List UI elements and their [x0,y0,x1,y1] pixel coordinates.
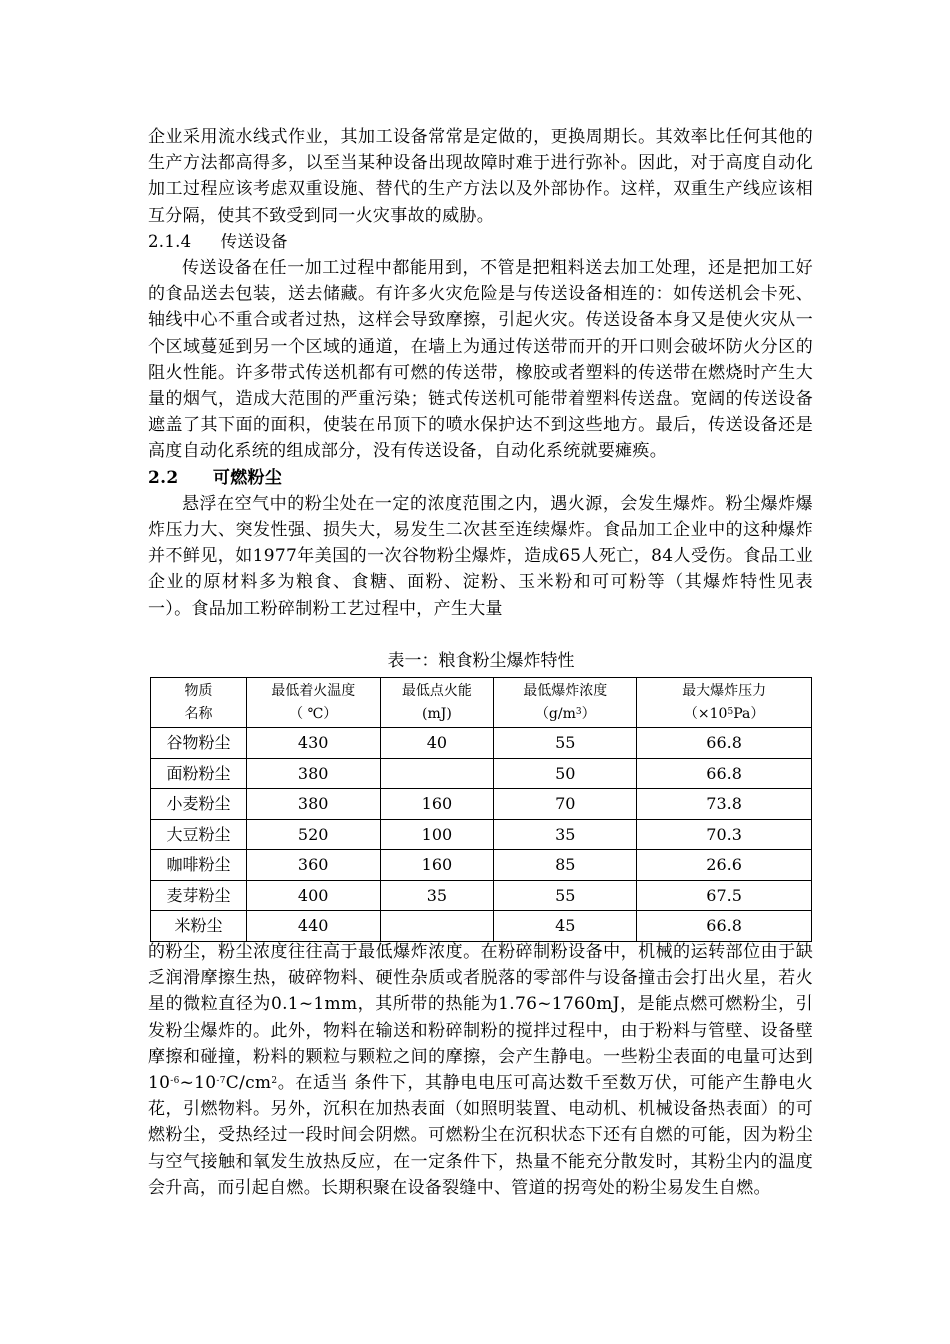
table-row [151,911,812,942]
table-header-row [151,678,812,728]
table-cell: 70.3 [637,819,812,850]
table-cell: 米粉尘 [151,911,247,942]
paragraph-production-line: 企业采用流水线式作业，其加工设备常常是定做的，更换周期长。其效率比任何其他的生产方法都高得多，以至当某种设备出现故障时难于进行弥补。因此，对于高度自动化加工过程应该考虑双重设施、替代的生产方法以及外部协作。这样，双重生产线应该相互分隔，使其不致受到同一火灾事故的威胁。 [148,127,813,226]
table-cell: 50 [494,758,637,789]
table-cell [380,911,494,942]
table-cell: 360 [246,850,380,881]
text-block-top [148,124,813,622]
header-text: ） [581,705,596,722]
table-cell: 40 [380,728,494,759]
header-line: 最低着火温度 [271,682,356,699]
table-cell: 380 [246,758,380,789]
header-text: （g/m [534,705,576,722]
table-cell: 咖啡粉尘 [151,850,247,881]
superscript: -6 [170,1076,180,1087]
text-run: ~10 [179,1073,217,1094]
header-text: （×10 [683,705,728,722]
table-row [151,880,812,911]
table-cell: 26.6 [637,850,812,881]
table-cell: 70 [494,789,637,820]
section-heading-2-2 [148,465,813,491]
section-number: 2.1.4 [148,231,192,251]
table-cell: 谷物粉尘 [151,728,247,759]
table-cell: 100 [380,819,494,850]
table-cell: 520 [246,819,380,850]
table-cell: 麦芽粉尘 [151,880,247,911]
paragraph-dust-continued [148,939,813,1201]
superscript: -7 [216,1076,226,1087]
text-block-bottom [148,939,813,1201]
section-title: 传送设备 [220,231,288,251]
table-cell: 大豆粉尘 [151,819,247,850]
text-run: 。在适当 条件下，其静电电压可高达数千至数万伏，可能产生静电火花，引燃物料。另外，沉积在加热表面（如照明装置、电动机、机械设备热表面）的可燃粉尘，受热经过一段时间会阴燃。可燃粉尘在沉积状态下还有自燃的可能，因为粉尘与空气接触和氧发生放热反应，在一定条件下，热量不能充分散发时，其粉尘内的温度会升高，而引起自燃。长期积聚在设备裂缝中、管道的拐弯处的粉尘易发生自燃。 [148,1073,813,1198]
header-line: 物质 [184,682,213,699]
table-cell: 35 [380,880,494,911]
header-line: 最低点火能 [401,682,472,699]
table-caption: 表一：粮食粉尘爆炸特性 [387,651,575,671]
table-cell: 66.8 [637,911,812,942]
table-cell: 66.8 [637,728,812,759]
header-text: Pa） [733,705,765,722]
table-cell: 55 [494,728,637,759]
table-row [151,819,812,850]
header-ignition-energy [380,678,494,728]
section-title: 可燃粉尘 [212,467,283,488]
table-row [151,789,812,820]
header-substance [151,678,247,728]
paragraph-conveyor: 传送设备在任一加工过程中都能用到，不管是把粗料送去加工处理，还是把加工好的食品送去包装，送去储藏。有许多火灾危险是与传送设备相连的：如传送机会卡死、轴线中心不重合或者过热，这样会导致摩擦，引起火灾。传送设备本身又是使火灾从一个区域蔓延到另一个区域的通道，在墙上为通过传送带而开的开口则会破坏防火分区的阻火性能。许多带式传送机都有可燃的传送带，橡胶或者塑料的传送带在燃烧时产生大量的烟气，造成大范围的严重污染；链式传送机可能带着塑料传送盘。宽阔的传送设备遮盖了其下面的面积，使装在吊顶下的喷水保护达不到这些地方。最后，传送设备还是高度自动化系统的组成部分，没有传送设备，自动化系统就要瘫痪。 [148,258,813,462]
table-cell [380,758,494,789]
table-row [151,850,812,881]
table-cell: 73.8 [637,789,812,820]
header-explosion-concentration [494,678,637,728]
header-sup: 5 [727,706,734,717]
header-ignition-temp [246,678,380,728]
table-cell: 430 [246,728,380,759]
table-cell: 160 [380,850,494,881]
table-cell: 55 [494,880,637,911]
header-line: （ ℃） [289,705,338,722]
table-row [151,728,812,759]
header-line: 最低爆炸浓度 [523,682,608,699]
table-cell: 面粉粉尘 [151,758,247,789]
paragraph-dust: 悬浮在空气中的粉尘处在一定的浓度范围之内，遇火源，会发生爆炸。粉尘爆炸爆炸压力大、突发性强、损失大，易发生二次甚至连续爆炸。食品加工企业中的这种爆炸并不鲜见，如1977年美国的一次谷物粉尘爆炸，造成65人死亡，84人受伤。食品工业企业的原材料多为粮食、食糖、面粉、淀粉、玉米粉和可可粉等（其爆炸特性见表一）。食品加工粉碎制粉工艺过程中，产生大量 [148,493,813,619]
header-explosion-pressure [637,678,812,728]
header-line: 名称 [184,705,213,722]
table-cell: 380 [246,789,380,820]
section-heading-2-1-4 [148,229,813,255]
table-cell: 440 [246,911,380,942]
superscript: 2 [271,1076,278,1087]
table-cell: 小麦粉尘 [151,789,247,820]
header-line [637,703,811,726]
section-number: 2.2 [148,467,179,488]
dust-explosion-table [150,677,812,942]
text-run: C/cm [225,1073,272,1094]
table-cell: 85 [494,850,637,881]
header-line: 最大爆炸压力 [682,682,767,699]
table-cell: 160 [380,789,494,820]
table-cell: 67.5 [637,880,812,911]
header-line [494,703,636,726]
table-cell: 66.8 [637,758,812,789]
table-cell: 35 [494,819,637,850]
header-line: (mJ) [422,705,452,722]
text-run: 的粉尘，粉尘浓度往往高于最低爆炸浓度。在粉碎制粉设备中，机械的运转部位由于缺乏润滑摩擦生热，破碎物料、硬性杂质或者脱落的零部件与设备撞击会打出火星，若火星的微粒直径为0.1~1mm，其所带的热能为1.76~1760mJ，是能点燃可燃粉尘，引发粉尘爆炸的。此外，物料在输送和粉碎制粉的搅拌过程中，由于粉料与管壁、设备壁摩擦和碰撞，粉料的颗粒与颗粒之间的摩擦，会产生静电。一些粉尘表面的电量可达到10 [148,942,813,1094]
table-row [151,758,812,789]
table-cell: 400 [246,880,380,911]
table-cell: 45 [494,911,637,942]
header-sup: 3 [575,706,582,717]
